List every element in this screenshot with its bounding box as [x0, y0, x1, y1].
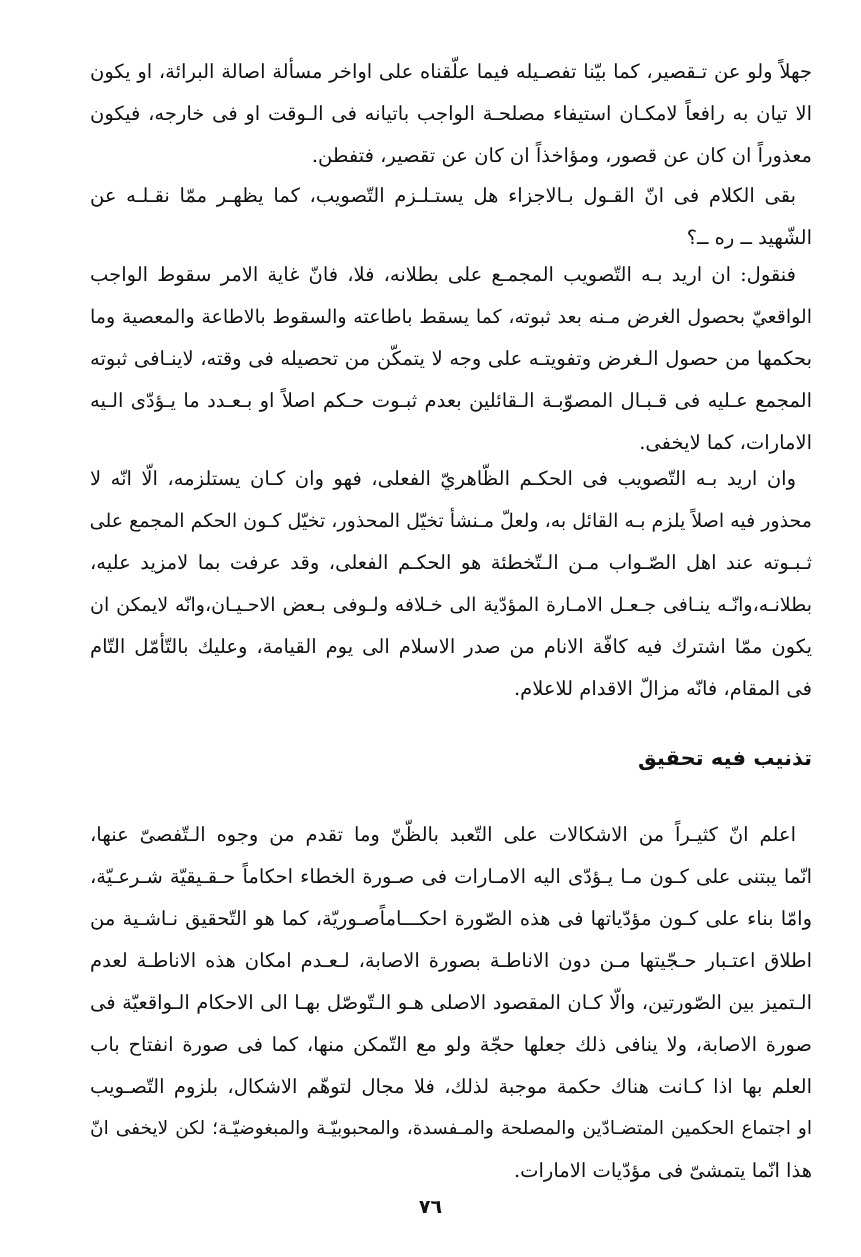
text-line: الـتميز بين الصّورتين، والّا كـان المقصود الاصلى هـو الـتّوصّل بهـا الى الاحكام الـواقعيّة فى [90, 991, 812, 1014]
page-number: ٧٦ [418, 1196, 443, 1218]
text-line: الواقعيّ بحصول الغرض مـنه بعد ثبوته، كما يسقط باطاعته والسقوط بالاطاعة والمعصية وما [90, 306, 812, 328]
text-line: او اجتماع الحكمين المتضـادّين والمصلحة والمـفسدة، والمحبوبيّـة والمبغوضيّـة؛ لكن لايخفى انّ [90, 1118, 812, 1139]
text-line: الشّهيد ــ ره ــ؟ [686, 226, 812, 249]
text-line: ثـبـوته عند اهل الصّـواب مـن الـتّخطئة هو الحكـم الفعلى، وقد عرفت بما لامزيد عليه، [90, 551, 812, 574]
text-line: اطلاق اعتـبار حـجّيتها مـن دون الاناطـة بصورة الاصابة، لـعـدم امكان هذه الاناطـة لعدم [90, 949, 812, 972]
text-line: جهلاً ولو عن تـقصير، كما بيّنا تفصـيله فيما علّقناه على اواخر مسألة اصالة البرائة، او يكون [90, 60, 812, 83]
text-line: صورة الاصابة، ولا ينافى ذلك جعلها حجّة ولو مع التّمكن منها، كما فى صورة انفتاح باب [90, 1033, 812, 1056]
text-line: الا تيان به رافعاً لامكـان استيفاء مصلحـة الواجب باتيانه فى الـوقت او فى خارجه، فيكون [90, 102, 812, 125]
paragraph-4 [90, 458, 812, 710]
text-line: بقى الكلام فى انّ القـول بـالاجزاء هل يستـلـزم التّصويب، كما يظهـر ممّا نقـلـه عن [90, 184, 796, 207]
text-line: الامارات، كما لايخفى. [639, 431, 812, 454]
text-line: هذا انّما يتمشىّ فى مؤدّيات الامارات. [513, 1159, 812, 1182]
paragraph-2 [90, 175, 812, 259]
text-line: فى المقام، فانّه مزالّ الاقدام للاعلام. [513, 677, 812, 700]
text-line: اعلم انّ كثيـراً من الاشكالات على التّعبد بالظّنّ وما تقدم من وجوه الـتّفصىّ عنها، [90, 823, 796, 846]
text-line: انّما يبتنى على كـون مـا يـؤدّى اليه الامـارات فى صـورة الخطاء احكاماً حـقـيقيّة شـرعـيّة، [90, 865, 812, 888]
text-line: العلم بها اذا كـانت هناك حكمة موجبة لذلك، فلا مجال لتوهّم الاشكال، بلزوم التّصـويب [90, 1075, 812, 1098]
paragraph-5 [90, 814, 812, 1192]
text-line: معذوراً ان كان عن قصور، ومؤاخذاً ان كان عن تقصير، فتفطن. [311, 144, 812, 167]
text-line: المجمع عـليه فى قـبـال المصوّبـة الـقائلين بعدم ثبـوت حـكم اصلاً او بـعـدد ما يـؤدّى الـيه [90, 389, 812, 412]
paragraph-3 [90, 254, 812, 464]
text-line: وامّا بناء على كـون مؤدّياتها فى هذه الصّورة احكـــاماًصـوريّة، كما هو التّحقيق نـاشـية من [90, 907, 812, 930]
text-line: محذور فيه اصلاً يلزم بـه القائل به، ولعلّ مـنشأ تخيّل المحذور، تخيّل كـون الحكم المجمع على [89, 510, 812, 532]
text-line: فنقول: ان اريد بـه التّصويب المجمـع على بطلانه، فلا، فانّ غاية الامر سقوط الواجب [90, 263, 796, 286]
text-line: وان اريد بـه التّصويب فى الحكـم الظّاهريّ الفعلى، فهو وان كـان يستلزمه، الّا انّه لا [90, 467, 796, 490]
paragraph-1 [90, 51, 812, 177]
section-heading: تذنيب فيه تحقيق [637, 746, 812, 770]
text-line: بحكمها من حصول الـغرض وتفويتـه على وجه لا يتمكّن من تحصيله فى وقته، لاينـافى ثبوته [90, 347, 812, 370]
text-line: بطلانـه،وانّـه ينـافى جـعـل الامـارة المؤدّية الى خـلافه ولـوفى بـعض الاحـيـان،وانّه لايمكن ان [90, 594, 812, 616]
text-line: يكون ممّا اشترك فيه كافّة الانام من صدر الاسلام الى يوم القيامة، وعليك بالتّأمّل التّام [90, 635, 812, 658]
